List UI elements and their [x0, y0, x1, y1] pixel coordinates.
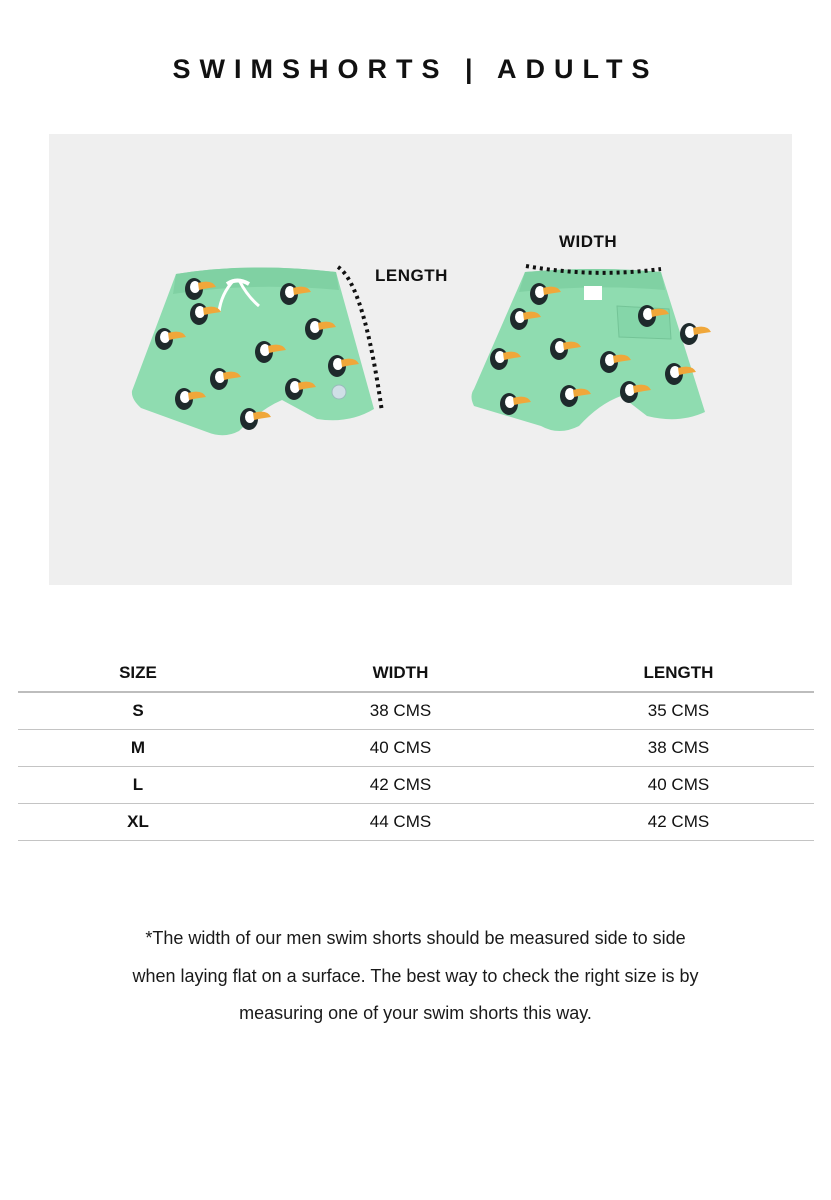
note-line: measuring one of your swim shorts this way.	[239, 1003, 592, 1023]
cell-length: 40 CMS	[543, 767, 814, 804]
page-title: SWIMSHORTS | ADULTS	[172, 54, 659, 84]
cell-length: 35 CMS	[543, 692, 814, 730]
cell-length: 42 CMS	[543, 804, 814, 841]
cell-size: S	[18, 692, 258, 730]
header-length: LENGTH	[543, 654, 814, 692]
length-label: LENGTH	[375, 266, 448, 285]
note-line: *The width of our men swim shorts should be measured side to side	[145, 928, 686, 948]
cell-width: 44 CMS	[258, 804, 543, 841]
cell-width: 42 CMS	[258, 767, 543, 804]
cell-size: M	[18, 730, 258, 767]
header-width: WIDTH	[258, 654, 543, 692]
table-header-row	[18, 654, 814, 692]
note-line: when laying flat on a surface. The best way to check the right size is by	[132, 965, 699, 986]
cell-width: 40 CMS	[258, 730, 543, 767]
size-chart-table	[18, 654, 814, 841]
swim-shorts-illustration	[49, 134, 792, 585]
back-shorts	[472, 269, 712, 431]
table-row	[18, 804, 814, 841]
table-row	[18, 767, 814, 804]
product-photo	[49, 134, 792, 585]
cell-width: 38 CMS	[258, 692, 543, 730]
cell-size: L	[18, 767, 258, 804]
width-label: WIDTH	[559, 232, 618, 251]
front-shorts	[132, 267, 374, 435]
cell-length: 38 CMS	[543, 730, 814, 767]
table-row	[18, 730, 814, 767]
measurement-note	[60, 920, 771, 1033]
cell-size: XL	[18, 804, 258, 841]
header-size: SIZE	[18, 654, 258, 692]
table-row	[18, 692, 814, 730]
